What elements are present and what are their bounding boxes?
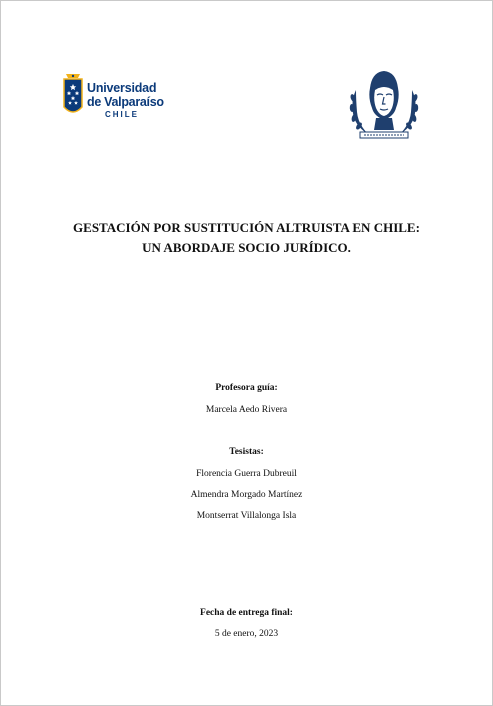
delivery-date: 5 de enero, 2023 bbox=[214, 629, 279, 639]
author-name: Florencia Guerra Dubreuil bbox=[196, 469, 297, 479]
delivery-date-label: Fecha de entrega final: bbox=[200, 608, 293, 618]
thesis-title bbox=[30, 218, 463, 258]
authors-label: Tesistas: bbox=[229, 447, 264, 457]
advisor-label: Profesora guía: bbox=[215, 383, 278, 393]
university-name-line1: Universidad bbox=[87, 81, 157, 95]
author-name: Almendra Morgado Martínez bbox=[190, 490, 303, 500]
university-name-line2: de Valparaíso bbox=[87, 95, 164, 109]
thesis-title-line2: UN ABORDAJE SOCIO JURÍDICO. bbox=[142, 240, 351, 255]
university-shield-icon bbox=[62, 73, 84, 119]
university-logo bbox=[62, 73, 162, 125]
author-name: Montserrat Villalonga Isla bbox=[196, 511, 297, 521]
faculty-seal-icon bbox=[346, 68, 422, 144]
advisor-name: Marcela Aedo Rivera bbox=[205, 405, 288, 415]
university-country: CHILE bbox=[105, 110, 139, 119]
thesis-title-line1: GESTACIÓN POR SUSTITUCIÓN ALTRUISTA EN CHILE: bbox=[73, 220, 420, 235]
